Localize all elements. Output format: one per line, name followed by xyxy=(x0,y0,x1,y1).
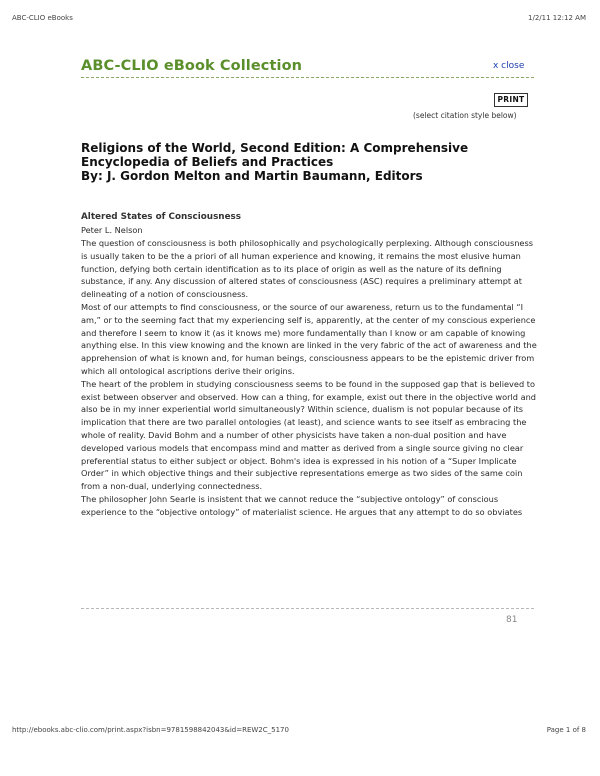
print-header-site: ABC-CLIO eBooks xyxy=(12,14,73,22)
article-paragraph: The question of consciousness is both philosophically and psychologically perplexing. Although consciousness is usually taken to be the a priori of all human experience and knowing, it remains the most elusive human function, defying both certain identification as to its place of origin as well as the nature of its defining substance, if any. Any discussion of altered states of consciousness (ASC) requires a preliminary attempt at delineating of a notion of consciousness. xyxy=(81,238,534,300)
article-body xyxy=(81,211,541,519)
article-paragraph: The philosopher John Searle is insistent that we cannot reduce the “subjective ontology” of conscious experience to the “objective ontology” of materialist science. He argues that any attempt to do so obviates xyxy=(81,494,523,517)
print-button[interactable]: PRINT xyxy=(494,93,528,107)
close-link[interactable]: x close xyxy=(493,61,525,71)
book-title-line: Encyclopedia of Beliefs and Practices xyxy=(81,155,334,169)
book-title xyxy=(81,141,501,183)
article-paragraph: Most of our attempts to find consciousness, or the source of our awareness, return us to the fundamental “I am,” or to the seeming fact that my experiencing self is, apparently, at the center of my conscious experience and therefore I seem to know it (as it knows me) more fundamentally than I know or am capable of knowing anything else. In this view knowing and the known are linked in the very fabric of the act of awareness and the apprehension of what is known and, for human beings, consciousness appears to be the epistemic driver from which all ontological ascriptions derive their origins. xyxy=(81,302,537,377)
book-title-line: Religions of the World, Second Edition: A Comprehensive xyxy=(81,141,469,155)
print-footer xyxy=(12,726,586,738)
print-footer-page: Page 1 of 8 xyxy=(546,726,586,734)
article-title: Altered States of Consciousness xyxy=(81,212,242,222)
article-paragraph: The heart of the problem in studying consciousness seems to be found in the supposed gap that is believed to exist between observer and observed. How can a thing, for example, exist out there in the objective world and also be in my inner experiential world simultaneously? Within science, dualism is not popular because of its implication that there are two parallel ontologies (at least), and science wants to see itself as embracing the whole of reality. David Bohm and a number of other physicists have taken a non-dual position and have developed various models that encompass mind and matter as derived from a single source giving no clear preferential status to either subject or object. Bohm's idea is expressed in his notion of a “Super Implicate Order” in which objective things and their subjective representations emerge as two sides of the same coin from a non-dual, underlying connectedness. xyxy=(81,378,536,492)
article-author: Peter L. Nelson xyxy=(81,225,143,236)
print-header-datetime: 1/2/11 12:12 AM xyxy=(528,14,586,22)
page-number: 81 xyxy=(506,615,518,625)
book-editors: By: J. Gordon Melton and Martin Baumann, Editors xyxy=(81,169,423,183)
citation-note: (select citation style below) xyxy=(413,111,517,120)
footer-divider xyxy=(81,608,534,609)
header-divider xyxy=(81,77,534,78)
brand-title: ABC-CLIO eBook Collection xyxy=(81,58,303,74)
print-footer-url: http://ebooks.abc-clio.com/print.aspx?isbn=9781598842043&id=REW2C_5170 xyxy=(12,726,289,734)
print-header xyxy=(12,14,586,26)
